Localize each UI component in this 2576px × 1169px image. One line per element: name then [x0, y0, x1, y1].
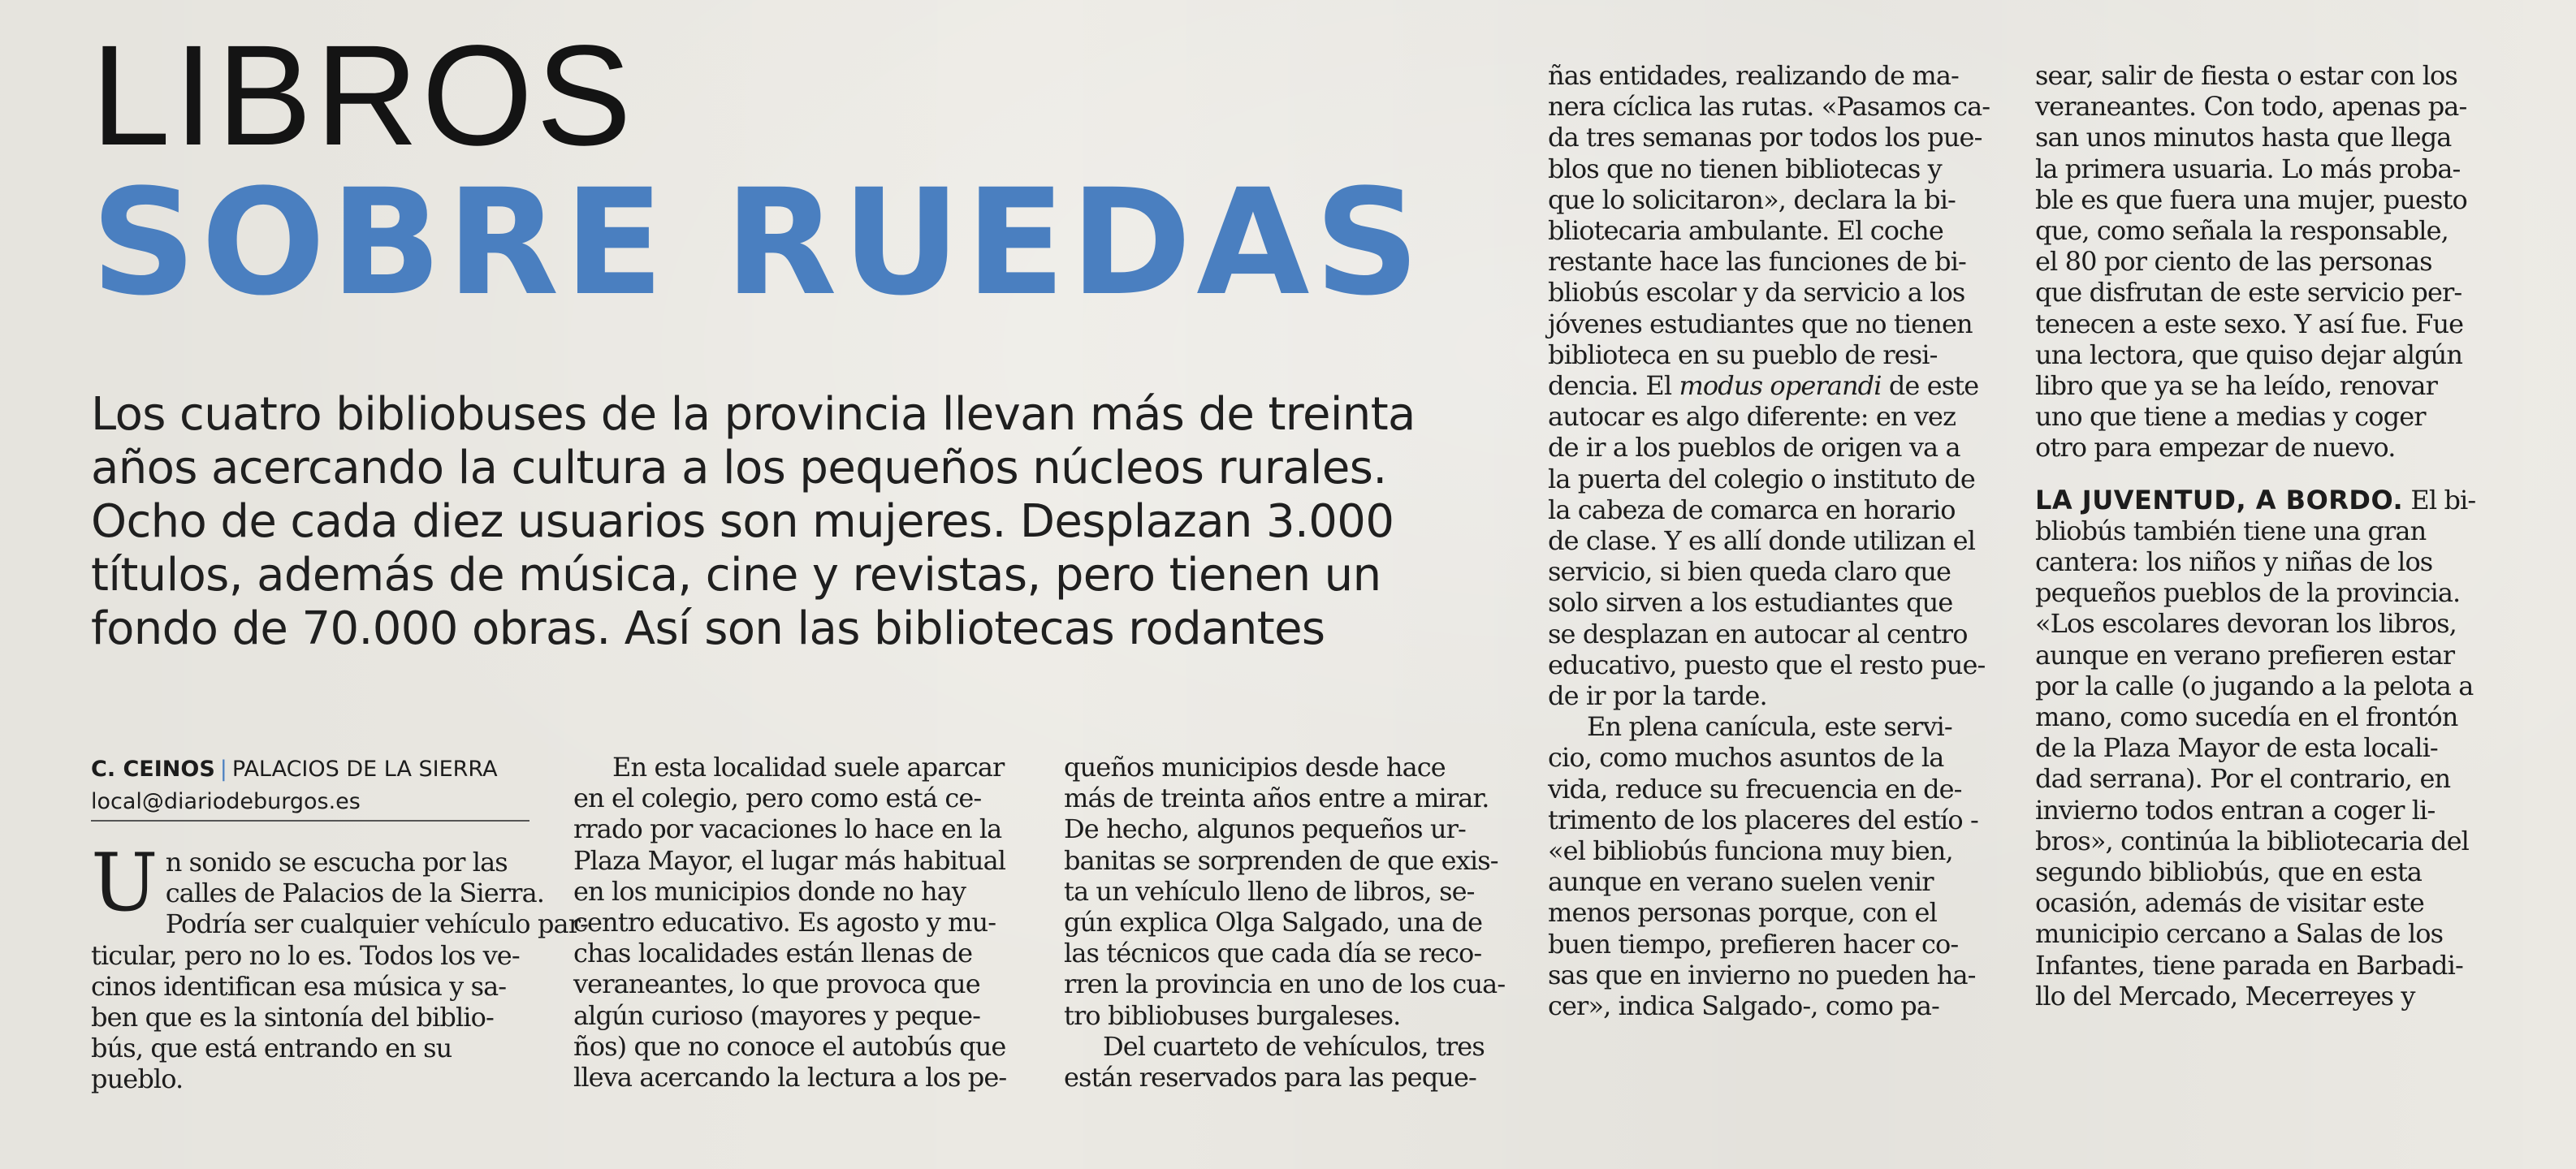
text-line: uno que tiene a medias y coger	[2035, 401, 2426, 433]
text-line: nera cíclica las rutas. «Pasamos ca-	[1548, 91, 1990, 123]
text-line: da tres semanas por todos los pue-	[1548, 122, 1982, 153]
text-line: en los municipios donde no hay	[573, 875, 966, 907]
text-line: restante hace las funciones de bi-	[1548, 246, 1966, 278]
text-line: lleva acercando la lectura a los pe-	[573, 1062, 1007, 1094]
text-line: llo del Mercado, Mecerreyes y	[2035, 980, 2415, 1012]
article-column-3	[1064, 752, 1515, 1093]
text-line: De hecho, algunos pequeños ur-	[1064, 813, 1466, 845]
text-line: de ir por la tarde.	[1548, 680, 1767, 712]
text-line: jóvenes estudiantes que no tienen	[1548, 308, 1973, 339]
lede-line: fondo de 70.000 obras. Así son las bibliotecas rodantes	[91, 602, 1325, 655]
text-line: banitas se sorprenden de que exis-	[1064, 844, 1498, 876]
text-line: calles de Palacios de la Sierra.	[165, 878, 545, 909]
text-line	[2035, 485, 2485, 515]
byline-divider	[91, 820, 529, 822]
text-line: queños municipios desde hace	[1064, 752, 1446, 783]
paragraph-gap	[2035, 464, 2485, 485]
text-line: En esta localidad suele aparcar	[612, 752, 1005, 783]
text-line: tro bibliobuses burgaleses.	[1064, 999, 1401, 1031]
text-line: educativo, puesto que el resto pue-	[1548, 649, 1986, 680]
lede-line: Ocho de cada diez usuarios son mujeres. Desplazan 3.000	[91, 495, 1394, 548]
article-column-1	[91, 837, 589, 1095]
text-line: «el bibliobús funciona muy bien,	[1548, 835, 1953, 867]
lede-line: años acercando la cultura a los pequeños núcleos rurales.	[91, 442, 1387, 494]
text-line: municipio cercano a Salas de los	[2035, 918, 2444, 950]
byline-separator: |	[219, 757, 227, 782]
article-column-2	[573, 752, 1025, 1093]
text-line: cer», indica Salgado-, como pa-	[1548, 990, 1939, 1022]
text-line: dad serrana). Por el contrario, en	[2035, 763, 2451, 795]
drop-cap: U	[91, 837, 158, 930]
text-line: ben que es la sintonía del biblio-	[91, 1002, 494, 1033]
text-line: cantera: los niños y niñas de los	[2035, 546, 2433, 578]
text-line: pequeños pueblos de la provincia.	[2035, 577, 2461, 609]
text-line: en el colegio, pero como está ce-	[573, 783, 982, 814]
text-line: libro que ya se ha leído, renovar	[2035, 370, 2437, 402]
text-line: ble es que fuera una mujer, puesto	[2035, 183, 2467, 215]
lede-line: Los cuatro bibliobuses de la provincia llevan más de treinta	[91, 388, 1416, 441]
text-line: están reservados para las peque-	[1064, 1062, 1476, 1094]
text-line: veraneantes, lo que provoca que	[573, 968, 980, 1000]
text-line: cio, como muchos asuntos de la	[1548, 742, 1944, 774]
text-line: pueblo.	[91, 1063, 184, 1095]
text-line: de ir a los pueblos de origen va a	[1548, 432, 1960, 464]
text-line: rrado por vacaciones lo hace en la	[573, 813, 1002, 845]
text-line: otro para empezar de nuevo.	[2035, 432, 2396, 464]
text-line: por la calle (o jugando a la pelota a	[2035, 670, 2474, 701]
text-line: aunque en verano suelen venir	[1548, 866, 1934, 898]
text-fragment: dencia. El	[1548, 370, 1679, 402]
lede-line: títulos, además de música, cine y revistas, pero tienen un	[91, 549, 1381, 602]
text-line: biblioteca en su pueblo de resi-	[1548, 339, 1938, 370]
byline-author-row	[91, 753, 529, 786]
text-line: vida, reduce su frecuencia en de-	[1548, 773, 1962, 804]
text-line: Plaza Mayor, el lugar más habitual	[573, 844, 1006, 876]
text-line: ocasión, además de visitar este	[2035, 887, 2424, 919]
text-line: bliobús también tiene una gran	[2035, 515, 2427, 546]
text-line: menos personas porque, con el	[1548, 897, 1937, 929]
text-line: trimento de los placeres del estío -	[1548, 804, 1978, 835]
text-line: la puerta del colegio o instituto de	[1548, 463, 1975, 494]
text-line: se desplazan en autocar al centro	[1548, 618, 1968, 649]
text-fragment: de este	[1881, 370, 1979, 402]
italic-phrase: modus operandi	[1679, 370, 1882, 402]
text-line: aunque en verano prefieren estar	[2035, 639, 2455, 671]
text-line: de la Plaza Mayor de esta locali-	[2035, 732, 2438, 764]
text-line: el 80 por ciento de las personas	[2035, 246, 2432, 278]
text-line: Infantes, tiene parada en Barbadi-	[2035, 949, 2463, 981]
text-fragment: El bi-	[2403, 484, 2476, 515]
text-line: tenecen a este sexo. Y así fue. Fue	[2035, 308, 2464, 339]
headline-line-1: LIBROS	[91, 16, 635, 175]
text-line: n sonido se escucha por las	[165, 847, 508, 878]
text-line: ta un vehículo lleno de libros, se-	[1064, 875, 1475, 907]
text-line: que disfrutan de este servicio per-	[2035, 277, 2462, 308]
text-line: san unos minutos hasta que llega	[2035, 122, 2452, 153]
text-line: más de treinta años entre a mirar.	[1064, 783, 1489, 814]
article-column-5	[2035, 60, 2485, 1012]
text-line: que lo solicitaron», declara la bi-	[1548, 183, 1956, 215]
text-line: mano, como sucedía en el frontón	[2035, 701, 2458, 733]
text-line: la cabeza de comarca en horario	[1548, 494, 1956, 525]
text-line: «Los escolares devoran los libros,	[2035, 608, 2457, 640]
byline-location: PALACIOS DE LA SIERRA	[231, 757, 498, 782]
opening-paragraph	[91, 837, 589, 1095]
text-line: buen tiempo, prefieren hacer co-	[1548, 928, 1959, 960]
text-line: rren la provincia en uno de los cua-	[1064, 968, 1506, 1000]
text-line: bliobús escolar y da servicio a los	[1548, 277, 1965, 308]
text-line: Del cuarteto de vehículos, tres	[1103, 1030, 1485, 1062]
headline-line-2: SOBRE RUEDAS	[91, 158, 1425, 328]
text-line: cinos identifican esa música y sa-	[91, 970, 507, 1002]
text-line: ticular, pero no lo es. Todos los ve-	[91, 939, 520, 971]
section-subhead: LA JUVENTUD, A BORDO.	[2035, 484, 2404, 515]
text-line: blos que no tienen bibliotecas y	[1548, 153, 1942, 184]
byline-email[interactable]: local@diariodeburgos.es	[91, 789, 361, 814]
text-line: invierno todos entran a coger li-	[2035, 794, 2436, 826]
text-line: servicio, si bien queda claro que	[1548, 556, 1951, 588]
text-line: En plena canícula, este servi-	[1587, 711, 1952, 743]
byline	[91, 753, 529, 818]
text-line: gún explica Olga Salgado, una de	[1064, 907, 1483, 938]
text-line: bliotecaria ambulante. El coche	[1548, 215, 1943, 247]
text-line: segundo bibliobús, que en esta	[2035, 856, 2423, 888]
text-line: sear, salir de fiesta o estar con los	[2035, 60, 2457, 91]
text-line: bús, que está entrando en su	[91, 1033, 452, 1064]
text-line: la primera usuaria. Lo más proba-	[2035, 153, 2461, 184]
lede-paragraph	[91, 388, 1431, 656]
text-line: veraneantes. Con todo, apenas pa-	[2035, 91, 2467, 123]
text-line	[1548, 370, 1998, 401]
text-line: que, como señala la responsable,	[2035, 215, 2448, 247]
text-line: una lectora, que quiso dejar algún	[2035, 339, 2463, 370]
text-line: ños) que no conoce el autobús que	[573, 1030, 1006, 1062]
text-line: bros», continúa la bibliotecaria del	[2035, 825, 2470, 856]
text-line: sas que en invierno no pueden ha-	[1548, 959, 1976, 990]
text-line: ñas entidades, realizando de ma-	[1548, 60, 1959, 91]
article-column-4	[1548, 60, 1998, 1021]
text-line: algún curioso (mayores y peque-	[573, 999, 981, 1031]
text-line: de clase. Y es allí donde utilizan el	[1548, 525, 1976, 557]
text-line: las técnicos que cada día se reco-	[1064, 938, 1482, 969]
byline-author: C. CEINOS	[91, 757, 215, 782]
text-line: chas localidades están llenas de	[573, 938, 973, 969]
text-line: Podría ser cualquier vehículo par-	[165, 908, 589, 940]
text-line: centro educativo. Es agosto y mu-	[573, 907, 996, 938]
text-line: solo sirven a los estudiantes que	[1548, 587, 1953, 619]
text-line: autocar es algo diferente: en vez	[1548, 401, 1956, 433]
